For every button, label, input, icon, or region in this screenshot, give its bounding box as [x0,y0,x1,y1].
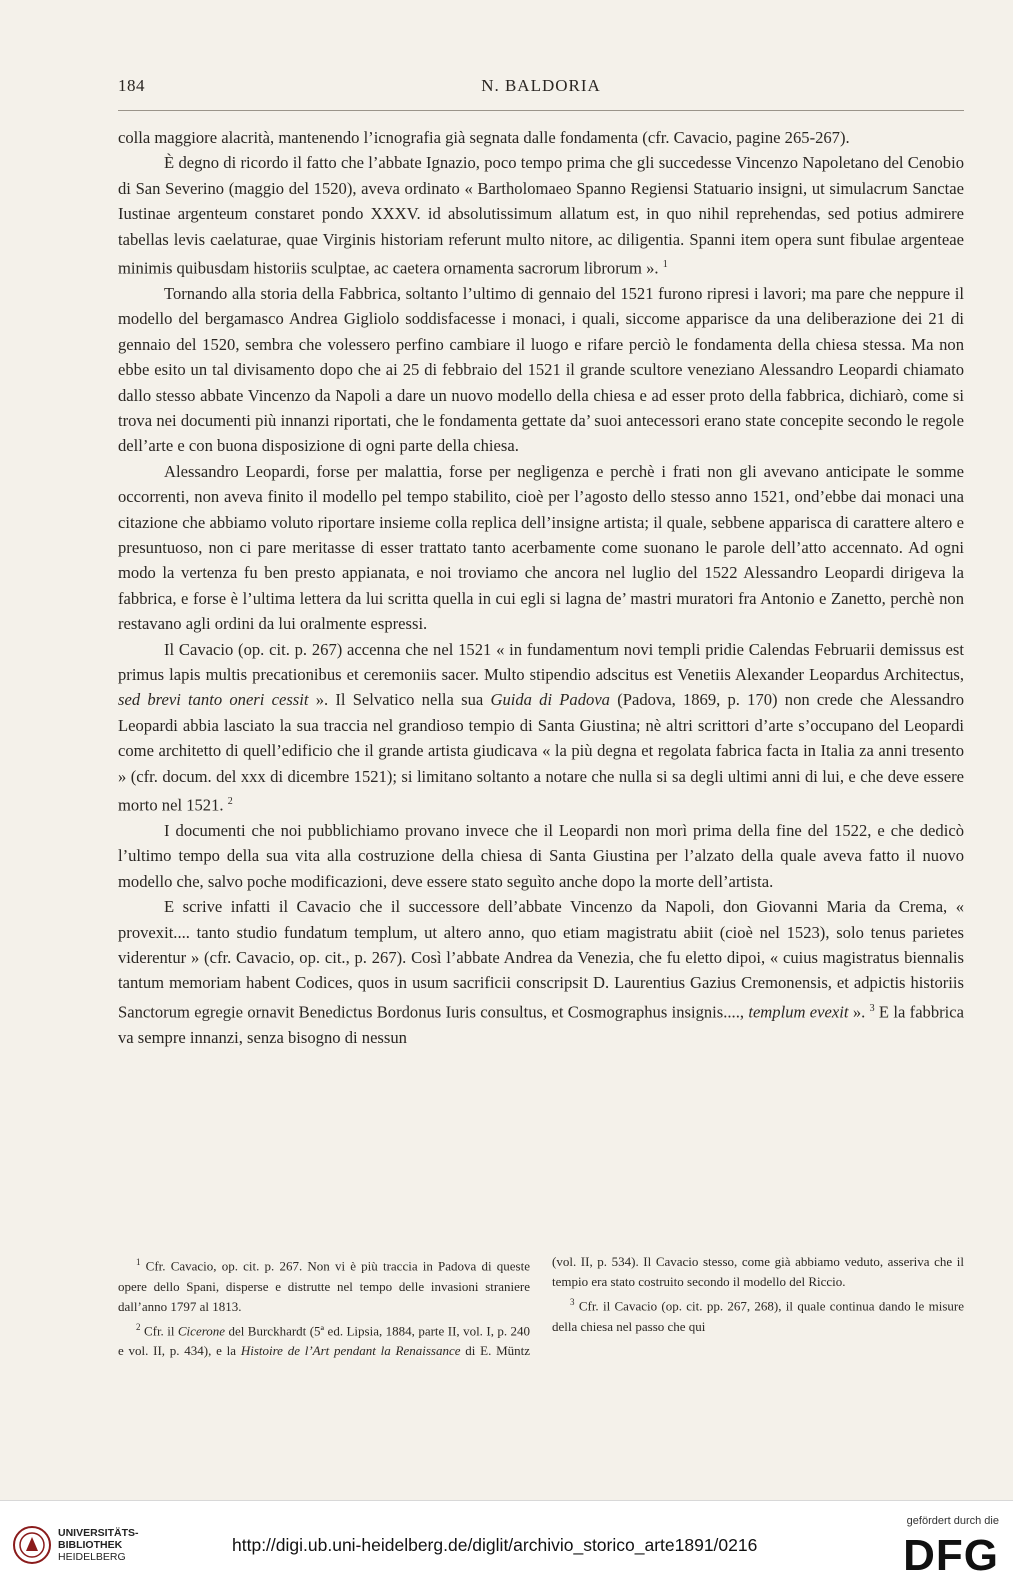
main-text [118,125,964,1050]
university-seal-icon [12,1525,52,1565]
funded-by-label: gefördert durch die [906,1515,999,1527]
footnote: $^1$ Cfr. Cavacio, op. cit. p. 267. Non vi è più traccia in Padova di queste opere dello Spani, disperse e distrutte nel tempo delle invasioni straniere dall’anno 1797 al 1813. [118,1257,530,1314]
header-rule [118,110,964,111]
page-header [118,76,964,102]
footnote-ref[interactable]: 3 [869,1002,875,1014]
footnote-ref[interactable]: 2 [227,796,233,808]
footnote-ref[interactable]: 1 [662,259,668,271]
permalink-url[interactable]: http://digi.ub.uni-heidelberg.de/diglit/archivio_storico_arte1891/0216 [232,1535,758,1555]
running-title: N. BALDORIA [481,76,601,95]
paragraph: Alessandro Leopardi, forse per malattia, forse per negligenza e perchè i frati non gli avevano anticipate le somme occorrenti, non aveva finito il modello pel tempo stabilito, cioè per l’agosto dello stesso anno 1521, ond’ebbe dai monaci una citazione che abbiamo voluto riportare insieme colla replica dell’insigne artista; il quale, sebbene apparisca di carattere altero e presuntuoso, non ci pare meritasse di esser trattato tanto acerbamente come suonano le parole dell’atto accennato. Ad ogni modo la vertenza fu ben presto appianata, e noi troviamo che ancora nel luglio del 1522 Alessandro Leopardi dirigeva la fabbrica, e forse è l’ultima lettera da lui scritta quella in cui egli si lagna de’ mastri muratori fra Antonio e Zanetto, perchè non restavano agli ordini da lui oralmente espressi. [118,461,964,634]
paragraph: E scrive infatti il Cavacio che il successore dell’abbate Vincenzo da Napoli, don Giovanni Maria da Crema, « provexit.... tanto studio fundatum templum, ut altero anno, quo etiam magistratu abiit (cioè nel 1523), solo tenus parietes viderentur » (cfr. Cavacio, op. cit., p. 267). Così l’abbate Andrea da Venezia, che fu eletto dipoi, « cuius magistratus biennalis tantum memoriam habent Codices, quos in usum sacrificii conscripsit D. Laurentius Gazius Cremonensis, et adpictis historiis Sanctorum egregie ornavit Benedictus Bordonus Iuris consultus, et Cosmographus insignis...., templum evexit ». $^3$ E la fabbrica va sempre innanzi, senza bisogno di nessun [118,897,965,1047]
paragraph: Tornando alla storia della Fabbrica, soltanto l’ultimo di gennaio del 1521 furono ripresi i lavori; ma pare che neppure il modello del bergamasco Andrea Gigliolo soddisfacesse i monaci, i quali, siccome apparisce da una deliberazione dei 21 di gennaio del 1520, sembra che volessero perfino cambiare il luogo e rifare perciò le fondamenta della chiesa stessa. Ma non ebbe esito un tal divisamento dopo che ai 25 di febbraio del 1521 il grande scultore veneziano Alessandro Leopardi chiamato dallo stesso abbate Vincenzo da Napoli a dare un nuovo modello della chiesa e ad esser proto della fabbrica, dichiarò, come si trova nei documenti più innanzi riportati, che le fondamenta gettate da’ suoi antecessori erano state concepite secondo le regole dell’arte e con buona disposizione di ogni parte della chiesa. [118,283,964,456]
digitization-footer [0,1500,1013,1592]
footnotes [118,1252,964,1362]
footnote: $^2$ Cfr. il Cicerone del Burckhardt (5ª ed. Lipsia, 1884, parte II, vol. I, p. 240 e vol. II, p. 434), e la Histoire de l’Art pendant la Renaissance di E. Müntz (vol. II, p. 534). Il Cavacio stesso, come già abbiamo veduto, asseriva che il tempio era stato costruito secondo il modello del Riccio. [118,1254,964,1359]
university-library-name: UNIVERSITÄTS- BIBLIOTHEK HEIDELBERG [58,1527,139,1563]
paragraph: È degno di ricordo il fatto che l’abbate Ignazio, poco tempo prima che gli succedesse Vincenzo Napoletano del Cenobio di San Severino (maggio del 1520), aveva ordinato « Bartholomaeo Spanno Regiensi Statuario insigni, ut simulacrum Sanctae Iustinae argenteum constaret pondo XXXV. id absolutissimum allatum est, in quo nihil reprehendas, sed potius admirere tabellas levis caelaturae, quae Virginis historiam referunt multo nitore, ac diligentia. Spanni item opera sunt fibulae argenteae minimis quibusdam historiis sculptae, ac caetera ornamenta sacrorum librorum ». $^1$ [118,153,964,278]
paragraph: Il Cavacio (op. cit. p. 267) accenna che nel 1521 « in fundamentum novi templi pridie Calendas Februarii demissus est primus lapis multis precationibus et ceremoniis sacer. Multo stipendio adscitus est Venetiis Alexander Leopardus Architectus, sed brevi tanto oneri cessit ». Il Selvatico nella sua Guida di Padova (Padova, 1869, p. 170) non crede che Alessandro Leopardi abbia lasciato la sua traccia nel grandioso tempio di Santa Giustina; nè altri scrittori d’arte s’occupano del Leopardi come architetto di quell’edificio che il grande artista giudicava « la più degna et regolata fabrica facta in Italia za anni tresento » (cfr. docum. del xxx di dicembre 1521); si limitano soltanto a notare che nulla si sa degli ultimi anni di lui, e che deve essere morto nel 1521. $^2$ [118,639,964,815]
page-number: 184 [118,76,145,95]
paragraph: I documenti che noi pubblichiamo provano invece che il Leopardi non morì prima della fine del 1522, e che dedicò l’ultimo tempo della sua vita alla costruzione della chiesa di Santa Giustina per l’alzato della quale aveva fatto il nuovo modello che, salvo poche modificazioni, deve essere stato seguìto anche dopo la morte dell’artista. [118,821,964,891]
paragraph: colla maggiore alacrità, mantenendo l’icnografia già segnata dalle fondamenta (cfr. Cavacio, pagine 265-267). [118,128,850,147]
footnote: $^3$ Cfr. il Cavacio (op. cit. pp. 267, 268), il quale continua dando le misure della chiesa nel passo che qui [552,1297,964,1334]
dfg-logo: DFG [903,1531,999,1580]
